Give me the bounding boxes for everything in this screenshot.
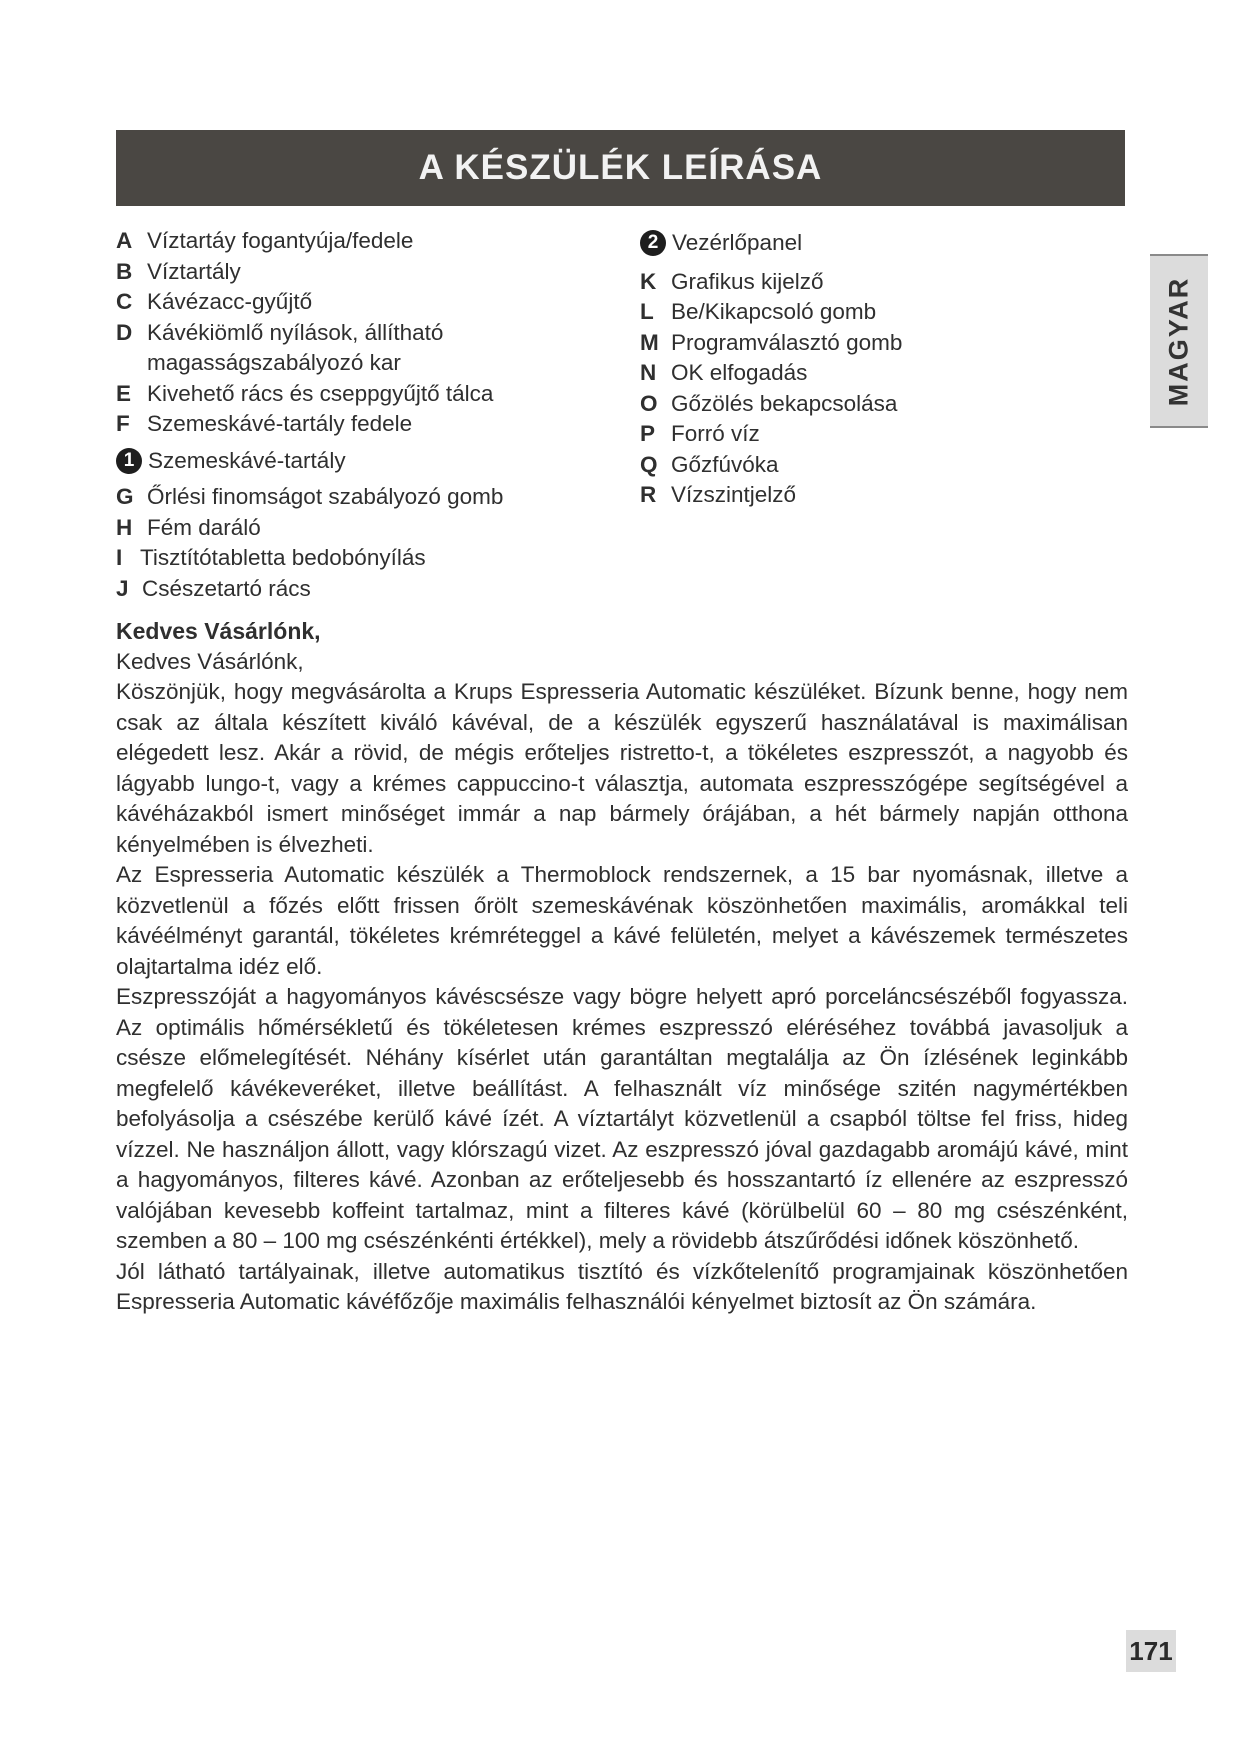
- part-item: [116, 482, 616, 513]
- part-label: Forró víz: [671, 421, 760, 446]
- part-letter: E: [116, 380, 132, 406]
- part-item: [640, 450, 1060, 481]
- body-text: [116, 616, 1128, 1318]
- part-item: [116, 513, 616, 544]
- part-item: [116, 257, 616, 288]
- paragraph: Eszpresszóját a hagyományos kávéscsésze vagy bögre helyett apró porceláncsészéből fogyassza. Az optimális hőmérsékletű és tökéletesen krémes eszpresszó eléréséhez továbbá javasoljuk a csésze előmelegítését. Néhány kísérlet után garantáltan megtalálja az Ön ízlésének leginkább megfelelő kávékeveréket, illetve beállítást. A felhasznált víz minősége szitén nagymértékben befolyásolja a csészébe kerülő kávé ízét. A víztartályt közvetlenül a csapból töltse fel friss, hideg vízzel. Ne használjon állott, vagy klórszagú vizet. Az eszpresszó jóval gazdagabb aromájú kávé, mint a hagyományos, filteres kávé. Azonban az erőteljesebb és hosszantartó íz ellenére az eszpresszó valójában kevesebb koffeint tartalmaz, mint a filteres kávé (körülbelül 60 – 80 mg csészénként, szemben a 80 – 100 mg csészénkénti értékkel), mely a rövidebb átszűrődési időnek köszönhető.: [116, 984, 1128, 1253]
- section-control-panel: [640, 228, 1060, 259]
- part-letter: A: [116, 228, 133, 253]
- part-letter: R: [640, 482, 657, 507]
- part-label: Gőzölés bekapcsolása: [671, 390, 898, 416]
- part-letter: M: [640, 329, 659, 355]
- part-label: magasságszabályozó kar: [147, 350, 401, 375]
- section-bean-container: [116, 446, 616, 477]
- language-tab-label: MAGYAR: [1163, 276, 1194, 406]
- part-letter: N: [640, 360, 657, 385]
- part-letter: G: [116, 484, 134, 509]
- part-label: Kávézacc-gyűjtő: [147, 289, 313, 314]
- part-item: [116, 287, 616, 318]
- greeting-heading: Kedves Vásárlónk,: [116, 618, 321, 644]
- part-item-continuation: [116, 348, 616, 379]
- part-letter: J: [116, 575, 129, 601]
- part-label: Fém daráló: [147, 514, 261, 540]
- part-letter: L: [640, 299, 654, 324]
- part-item: [116, 409, 616, 440]
- part-item: [116, 543, 616, 574]
- part-label: Kivehető rács és cseppgyűjtő tálca: [147, 380, 494, 406]
- part-item: [116, 574, 616, 605]
- paragraph: Köszönjük, hogy megvásárolta a Krups Espresseria Automatic készüléket. Bízunk benne, hogy nem csak az általa készített kiváló kávéval, de a készülék egyszerű használatával is maximálisan elégedett lesz. Akár a rövid, de mégis erőteljes ristretto-t, a tökéletes eszpresszót, a nagyobb és lágyabb lungo-t, vagy a krémes cappuccino-t választja, automata eszpresszógépe segítségével a kávéházakból ismert minőséget immár a nap bármely órájában, a hét bármely napján otthona kényelmében is élvezheti.: [116, 679, 1128, 857]
- part-label: Be/Kikapcsoló gomb: [671, 299, 877, 324]
- part-item: [640, 480, 1060, 511]
- part-letter: I: [116, 545, 123, 570]
- part-label: Kávékiömlő nyílások, állítható: [147, 319, 444, 345]
- section-number-badge: 1: [116, 448, 142, 474]
- part-label: Vízszintjelző: [671, 482, 797, 507]
- part-label: Víztartáy fogantyúja/fedele: [147, 228, 414, 253]
- part-item: [116, 379, 616, 410]
- part-label: Gőzfúvóka: [671, 451, 779, 477]
- part-label: Őrlési finomságot szabályozó gomb: [147, 484, 504, 509]
- part-label: Tisztítótabletta bedobónyílás: [140, 545, 426, 570]
- part-letter: K: [640, 268, 657, 294]
- part-letter: O: [640, 390, 658, 416]
- part-item: [640, 419, 1060, 450]
- part-label: OK elfogadás: [671, 360, 808, 385]
- part-item: [640, 267, 1060, 298]
- parts-list-right: [640, 228, 1060, 511]
- part-item: [640, 358, 1060, 389]
- page-number: 171: [1126, 1630, 1176, 1672]
- parts-list-left: [116, 226, 616, 604]
- part-label: Programválasztó gomb: [671, 329, 903, 355]
- part-item: [640, 297, 1060, 328]
- greeting-line: Kedves Vásárlónk,: [116, 648, 304, 674]
- section-label: Szemeskávé-tartály: [148, 447, 346, 473]
- part-letter: D: [116, 319, 133, 345]
- part-label: Grafikus kijelző: [671, 268, 824, 294]
- page-title: A KÉSZÜLÉK LEÍRÁSA: [418, 148, 823, 187]
- part-item: [640, 328, 1060, 359]
- language-tab: [1150, 254, 1208, 428]
- paragraph: Az Espresseria Automatic készülék a Thermoblock rendszernek, a 15 bar nyomásnak, illetve a közvetlenül a főzés előtt frissen őrölt szemeskávénak köszönhetően maximális, aromákkal teli kávéélményt garantál, tökéletes krémréteggel a kávé felületén, melyet a kávészemek természetes olajtartalma idéz elő.: [116, 862, 1128, 979]
- part-letter: C: [116, 289, 133, 314]
- section-label: Vezérlőpanel: [672, 230, 803, 255]
- part-letter: F: [116, 411, 130, 436]
- part-item: [116, 226, 616, 257]
- section-number-badge: 2: [640, 230, 666, 256]
- part-letter: P: [640, 421, 656, 446]
- part-letter: [116, 348, 147, 379]
- part-label: Szemeskávé-tartály fedele: [147, 411, 413, 436]
- section-header: [116, 130, 1125, 206]
- part-letter: H: [116, 514, 133, 540]
- part-letter: Q: [640, 451, 658, 477]
- part-label: Víztartály: [147, 258, 241, 284]
- part-item: [116, 318, 616, 349]
- paragraph: Jól látható tartályainak, illetve automatikus tisztító és vízkőtelenítő programjainak köszönhetően Espresseria Automatic kávéfőzője maximális felhasználói kényelmet biztosít az Ön számára.: [116, 1258, 1128, 1314]
- part-item: [640, 389, 1060, 420]
- part-label: Csészetartó rács: [142, 575, 311, 601]
- part-letter: B: [116, 258, 133, 284]
